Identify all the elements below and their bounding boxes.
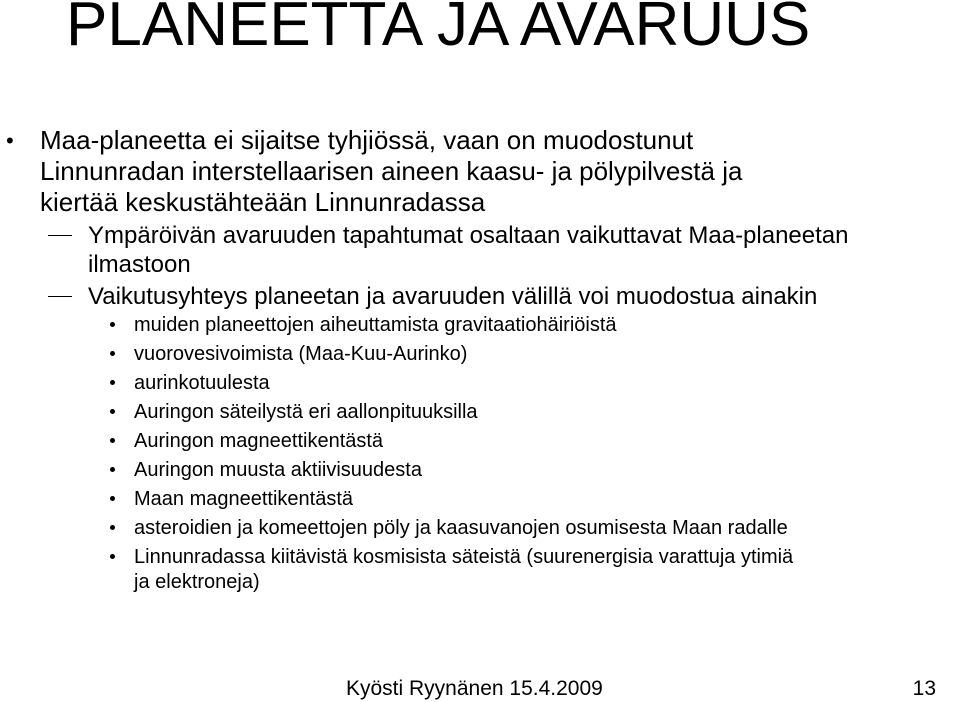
list-item-text: aurinkotuulesta — [134, 372, 270, 394]
main-bullet-line3: kiertää keskustähteään Linnunradassa — [40, 187, 486, 217]
list-item-text: asteroidien ja komeettojen pöly ja kaasuvanojen osumisesta Maan radalle — [134, 517, 788, 539]
list-item — [134, 311, 617, 339]
list-item — [134, 485, 353, 513]
sub-bullet-1-line2: ilmastoon — [88, 251, 191, 278]
slide-title: PLANEETTA JA AVARUUS — [66, 0, 811, 59]
dot-icon — [110, 525, 115, 530]
dot-icon — [110, 409, 115, 414]
page-number: 13 — [912, 677, 936, 700]
main-bullet-cont — [40, 156, 742, 187]
list-item — [134, 514, 788, 542]
main-bullet-line2: Linnunradan interstellaarisen aineen kaasu- ja pölypilvestä ja — [40, 156, 743, 186]
bullet-icon: • — [6, 128, 14, 153]
dot-icon — [110, 322, 115, 327]
dot-icon — [110, 467, 115, 472]
list-item-text: Linnunradassa kiitävistä kosmisista säteistä (suurenergisia varattuja ytimiä — [134, 546, 794, 568]
main-bullet — [6, 125, 694, 156]
sub-bullet-1-line1: Ympäröivän avaruuden tapahtumat osaltaan vaikuttavat Maa-planeetan — [88, 222, 849, 249]
sub-bullet-2 — [88, 282, 817, 311]
dot-icon — [110, 496, 115, 501]
dot-icon — [110, 380, 115, 385]
sub-bullet-1-cont — [88, 250, 191, 279]
main-bullet-cont — [40, 187, 485, 218]
main-bullet-line1: Maa-planeetta ei sijaitse tyhjiössä, vaan on muodostunut — [40, 125, 694, 155]
dot-icon — [110, 438, 115, 443]
list-item-text: Maan magneettikentästä — [134, 488, 354, 510]
dot-icon — [110, 351, 115, 356]
list-item — [134, 369, 270, 397]
dash-icon — [48, 235, 72, 236]
list-item-text: Auringon säteilystä eri aallonpituuksilla — [134, 401, 478, 423]
list-item — [134, 543, 793, 571]
list-item-text: ja elektroneja) — [134, 571, 260, 593]
list-item — [134, 456, 422, 484]
list-item — [134, 398, 478, 426]
sub-bullet-2-line1: Vaikutusyhteys planeetan ja avaruuden välillä voi muodostua ainakin — [88, 283, 818, 310]
list-item — [134, 340, 467, 368]
list-item-text: muiden planeettojen aiheuttamista gravitaatiohäiriöistä — [134, 314, 617, 336]
list-item-text: vuorovesivoimista (Maa-Kuu-Aurinko) — [134, 343, 468, 365]
dash-icon — [48, 296, 72, 297]
dot-icon — [110, 554, 115, 559]
sub-bullet-1 — [88, 221, 849, 250]
list-item — [134, 427, 383, 455]
list-item-cont — [134, 568, 260, 596]
list-item-text: Auringon magneettikentästä — [134, 430, 384, 452]
list-item-text: Auringon muusta aktiivisuudesta — [134, 459, 422, 481]
footer-author-date: Kyösti Ryynänen 15.4.2009 — [346, 677, 603, 700]
